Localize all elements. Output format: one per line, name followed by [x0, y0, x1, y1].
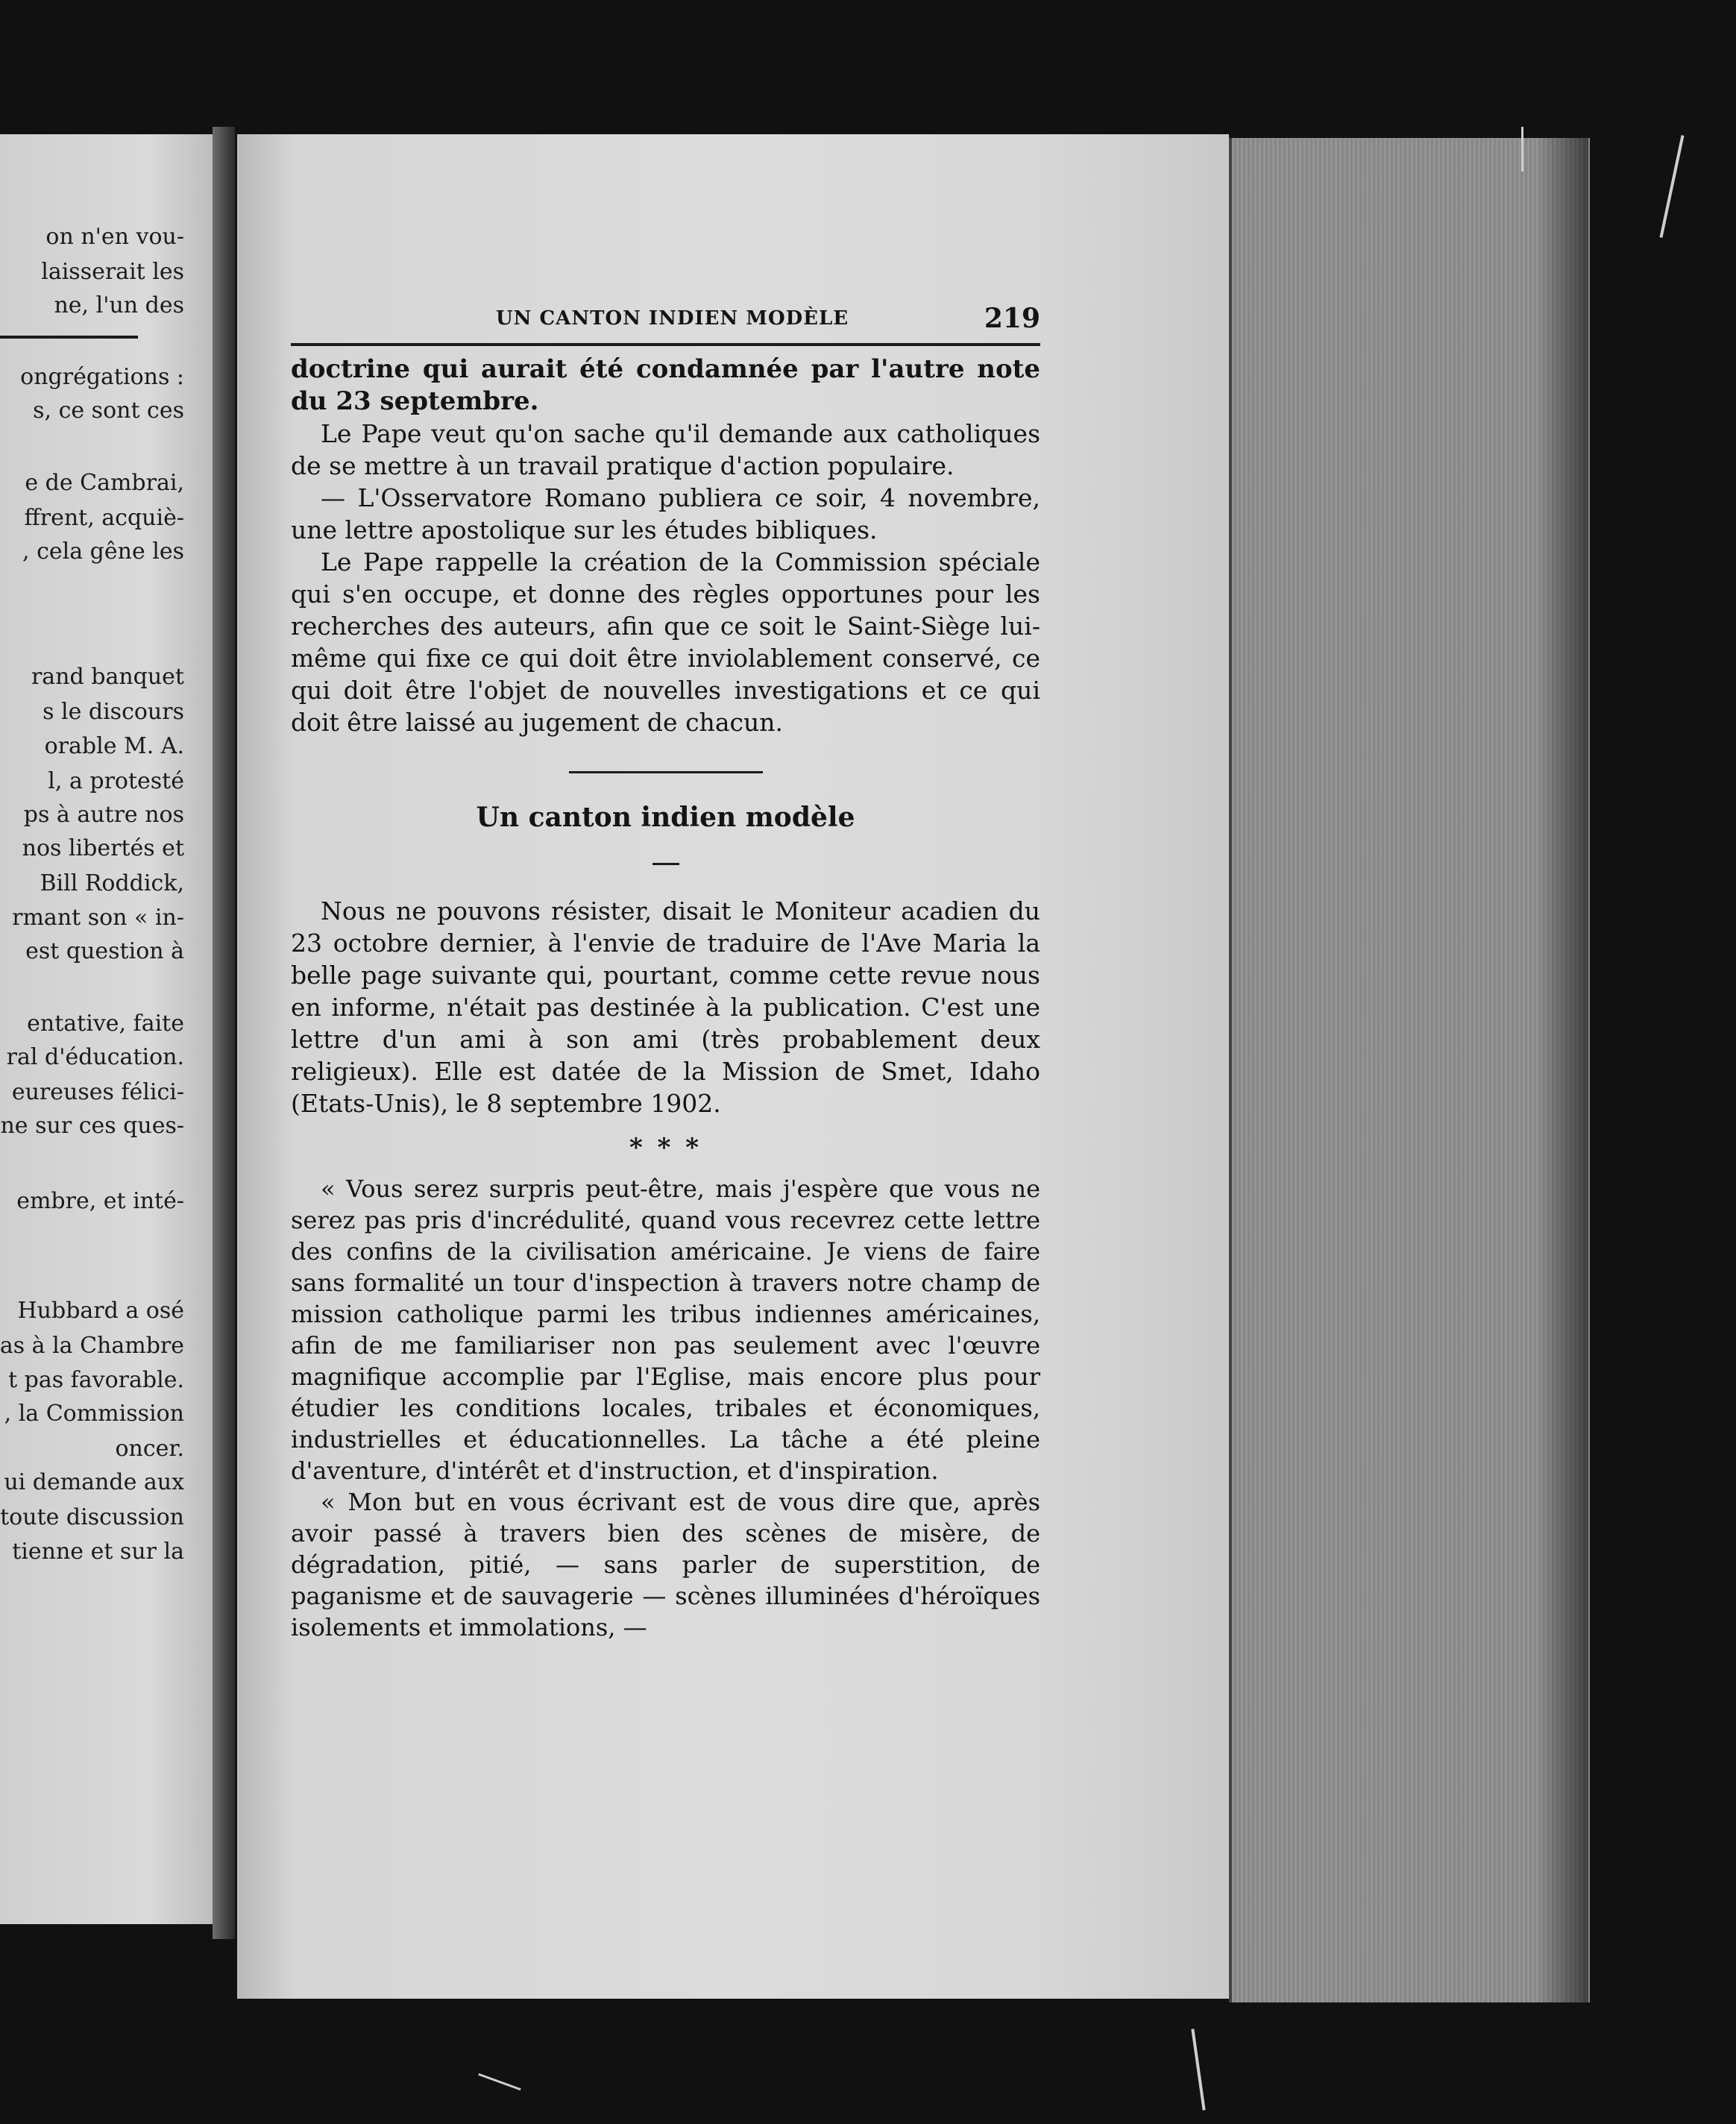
paragraph-intro: Nous ne pouvons résister, disait le Moniteur acadien du 23 octobre dernier, à l'envie de traduire de l'Ave Maria la belle page suivante qui, pourtant, comme cette revue nous en informe, n'était pas destinée à la publication. C'est une lettre d'un ami à son ami (très probablement deux religieux). Elle est datée de la Mission de Smet, Idaho (Etats-Unis), le 8 septembre 1902. — [291, 896, 1040, 1118]
letter-paragraph-1: « Vous serez surpris peut-être, mais j'espère que vous ne serez pas pris d'incrédulité, quand vous recevrez cette lettre des confins de la civilisation américaine. Je viens de faire sans formalité un tour d'inspection à travers notre champ de mission catholique parmi les tribus indiennes américaines, afin de me familiariser non pas seulement avec l'œuvre magnifique accomplie par l'Eglise, mais encore plus pour étudier les conditions locales, tribales et économiques, industrielles et éducationnelles. La tâche a été pleine d'aventure, d'intérêt et d'instruction, et d'inspiration. — [291, 1175, 1040, 1485]
letter-paragraph-2: « Mon but en vous écrivant est de vous dire que, après avoir passé à travers bien des scènes de misère, de dégradation, pitié, — sans parler de superstition, de paganisme et de sauvagerie — scènes illuminées d'héroïques isolements et immolations, — — [291, 1488, 1040, 1641]
left-page-line: embre, et inté- — [16, 1188, 184, 1214]
paragraph-continued: doctrine qui aurait été condamnée par l'autre note du 23 septembre. — [291, 354, 1040, 416]
left-page-line: ui demande aux — [4, 1469, 184, 1495]
paragraph-commission: Le Pape rappelle la création de la Commission spéciale qui s'en occupe, et donne des règles opportunes pour les recherches des auteurs, afin que ce soit le Saint-Siège lui-même qui fixe ce qui doit être inviolablement conservé, ce qui doit être l'objet de nouvelles investigations et ce qui doit être laissé au jugement de chacun. — [291, 547, 1040, 737]
left-page-rule — [0, 336, 138, 339]
left-page-line: oncer. — [115, 1436, 184, 1462]
left-page-line: , la Commission — [4, 1401, 184, 1427]
left-page-line: l, a protesté — [48, 768, 184, 794]
section-divider — [569, 771, 763, 773]
running-head — [291, 298, 1040, 346]
left-page-line: rand banquet — [31, 664, 184, 690]
left-page-line: est question à — [25, 938, 184, 964]
film-scratch — [1659, 135, 1684, 238]
left-page-line: tienne et sur la — [12, 1539, 184, 1565]
left-page-line: toute discussion — [0, 1504, 184, 1530]
left-page-line: , cela gêne les — [22, 538, 184, 565]
page-text-block — [291, 298, 1040, 1643]
left-page-line: nos libertés et — [22, 835, 184, 861]
left-page-line: Hubbard a osé — [17, 1298, 184, 1324]
left-page-fragment — [0, 134, 213, 1924]
asterism: * * * — [629, 1133, 702, 1163]
left-page-line: laisserait les — [41, 259, 184, 285]
left-page-line: t pas favorable. — [8, 1367, 184, 1393]
title-dash — [652, 863, 679, 865]
running-title: UN CANTON INDIEN MODÈLE — [496, 307, 849, 330]
film-scratch — [1521, 127, 1523, 172]
page-number: 219 — [984, 303, 1040, 334]
left-page-line: entative, faite — [27, 1011, 184, 1037]
left-page-line: on n'en vou- — [45, 224, 184, 250]
film-scratch — [478, 2073, 521, 2090]
paragraph-osservatore: — L'Osservatore Romano publiera ce soir, 4 novembre, une lettre apostolique sur les études bibliques. — [291, 483, 1040, 544]
left-page-line: ne sur ces ques- — [0, 1113, 184, 1139]
page-edges-shadow — [1536, 138, 1588, 2002]
left-page-line: s, ce sont ces — [33, 398, 184, 424]
left-page-line: ffrent, acquiè- — [24, 505, 184, 531]
book-gutter — [213, 127, 235, 1939]
left-page-line: as à la Chambre — [0, 1333, 184, 1359]
left-page-line: s le discours — [43, 699, 184, 725]
left-page-line: rmant son « in- — [12, 905, 184, 931]
left-page-line: eureuses félici- — [11, 1079, 184, 1105]
section-title: Un canton indien modèle — [476, 802, 855, 833]
left-page-line: ps à autre nos — [23, 802, 184, 828]
left-page-line: ne, l'un des — [54, 292, 184, 318]
left-page-line: e de Cambrai, — [25, 470, 184, 496]
left-page-line: ongrégations : — [20, 364, 184, 390]
left-page-line: orable M. A. — [44, 733, 184, 759]
paragraph-pope-action: Le Pape veut qu'on sache qu'il demande aux catholiques de se mettre à un travail pratique d'action populaire. — [291, 419, 1040, 480]
left-page-line: ral d'éducation. — [6, 1044, 184, 1070]
film-scratch — [1191, 2029, 1205, 2110]
left-page-line: Bill Roddick, — [40, 870, 184, 896]
